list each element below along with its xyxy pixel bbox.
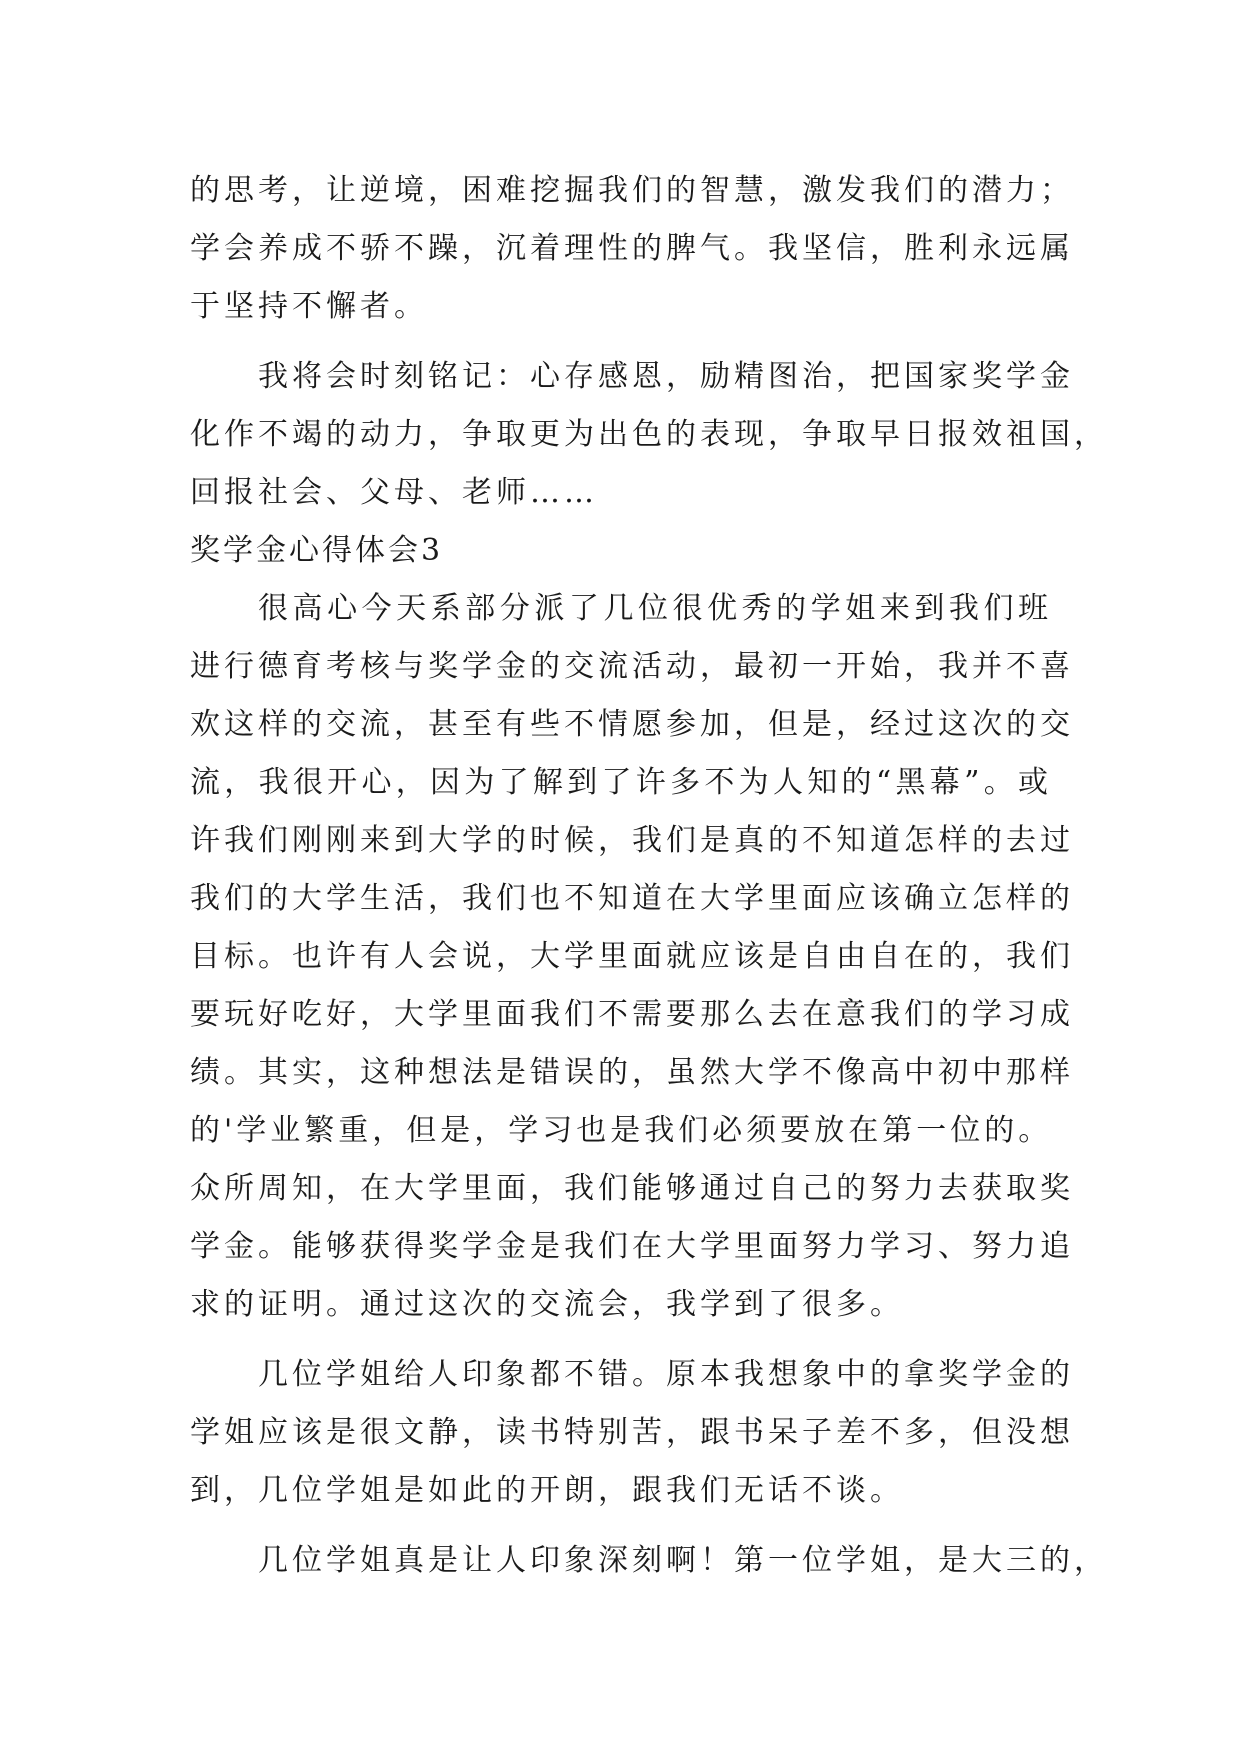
text-line: 回报社会、父母、老师…… xyxy=(190,475,598,510)
text-line: 化作不竭的动力，争取更为出色的表现，争取早日报效祖国， xyxy=(190,417,1108,452)
text-line: 我将会时刻铭记：心存感恩，励精图治，把国家奖学金 xyxy=(258,359,1074,394)
text-line: 流，我很开心，因为了解到了许多不为人知的“黑幕”。或 xyxy=(190,765,1052,800)
text-line: 几位学姐给人印象都不错。原本我想象中的拿奖学金的 xyxy=(258,1357,1074,1392)
text-line: 我们的大学生活，我们也不知道在大学里面应该确立怎样的 xyxy=(190,881,1074,916)
text-line: 绩。其实，这种想法是错误的，虽然大学不像高中初中那样 xyxy=(190,1055,1074,1090)
text-line: 的思考，让逆境，困难挖掘我们的智慧，激发我们的潜力； xyxy=(190,173,1074,208)
text-line: 学姐应该是很文静，读书特别苦，跟书呆子差不多，但没想 xyxy=(190,1415,1074,1450)
text-line: 目标。也许有人会说，大学里面就应该是自由自在的，我们 xyxy=(190,939,1074,974)
text-line: 学金。能够获得奖学金是我们在大学里面努力学习、努力追 xyxy=(190,1229,1074,1264)
text-line: 众所周知，在大学里面，我们能够通过自己的努力去获取奖 xyxy=(190,1171,1074,1206)
paragraph xyxy=(190,1532,1108,1590)
text-line: 学会养成不骄不躁，沉着理性的脾气。我坚信，胜利永远属 xyxy=(190,231,1074,266)
text-line: 很高心今天系部分派了几位很优秀的学姐来到我们班 xyxy=(258,591,1052,626)
text-line: 于坚持不懈者。 xyxy=(190,289,428,324)
paragraph xyxy=(190,1346,1074,1520)
section-heading: 奖学金心得体会3 xyxy=(190,533,444,568)
text-line: 许我们刚刚来到大学的时候，我们是真的不知道怎样的去过 xyxy=(190,823,1074,858)
text-line: 到，几位学姐是如此的开朗，跟我们无话不谈。 xyxy=(190,1473,904,1508)
text-line: 要玩好吃好，大学里面我们不需要那么去在意我们的学习成 xyxy=(190,997,1074,1032)
text-line: 几位学姐真是让人印象深刻啊！第一位学姐，是大三的， xyxy=(258,1543,1108,1578)
paragraph xyxy=(190,162,1074,336)
paragraph xyxy=(190,348,1108,522)
paragraph xyxy=(190,580,1074,1334)
text-line: 的'学业繁重，但是，学习也是我们必须要放在第一位的。 xyxy=(190,1113,1053,1148)
document-body xyxy=(190,162,1108,1590)
text-line: 求的证明。通过这次的交流会，我学到了很多。 xyxy=(190,1287,904,1322)
text-line: 欢这样的交流，甚至有些不情愿参加，但是，经过这次的交 xyxy=(190,707,1074,742)
text-line: 进行德育考核与奖学金的交流活动，最初一开始，我并不喜 xyxy=(190,649,1074,684)
